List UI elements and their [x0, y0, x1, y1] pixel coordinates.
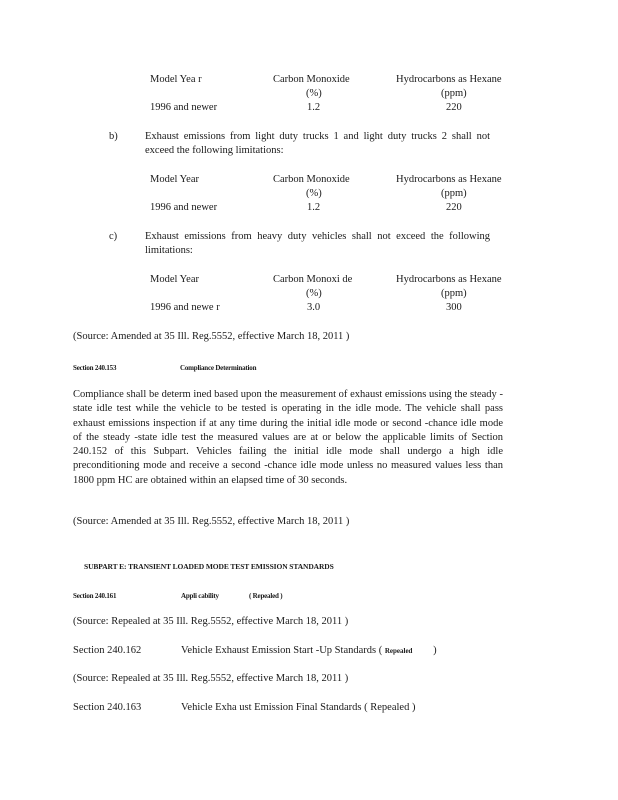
table-b-header-co-unit: (%) [306, 188, 322, 199]
table-c-header-hc-unit: (ppm) [441, 288, 467, 299]
item-c-text: Exhaust emissions from heavy duty vehicles shall not exceed the following limitations: [145, 231, 490, 257]
table-a-hc-value: 220 [446, 102, 462, 113]
section-240-163-title: Vehicle Exha ust Emission Final Standards ( Repealed ) [181, 702, 416, 713]
section-240-162-number: Section 240.162 [73, 645, 142, 656]
table-a-year: 1996 and newer [150, 102, 218, 113]
table-b-header-hc-unit: (ppm) [441, 188, 467, 199]
section-240-153-title: Compliance Determination [180, 364, 257, 372]
source-note-repealed-2: (Source: Repealed at 35 Ill. Reg.5552, effective March 18, 2011 ) [73, 673, 349, 684]
section-240-161-title: Appli cability [181, 592, 219, 600]
subpart-e-heading: SUBPART E: TRANSIENT LOADED MODE TEST EMISSION STANDARDS [84, 562, 334, 571]
table-a-header-model-year: Model Yea r [150, 74, 202, 85]
compliance-paragraph: Compliance shall be determ ined based upon the measurement of exhaust emissions using the steady -state idle test while the vehicle to be tested is operating in the idle mode. The vehicle shall pass exhaust emissions inspection if at any time during the initial idle mode or second -chance idle mode of the steady -state idle test the measured values are at or below the applicable limits of Section 240.152 of this Subpart. Vehicles failing the initial idle mode shall undergo a high idle preconditioning mode and receive a second -chance idle mode unless no measured values less than 1800 ppm HC are obtained within an elapsed time of 30 seconds. [73, 389, 503, 486]
table-b-hc-value: 220 [446, 202, 462, 213]
table-a-header-hydrocarbons: Hydrocarbons as Hexane [396, 74, 502, 85]
table-b-header-carbon-monoxide: Carbon Monoxide [273, 174, 350, 185]
table-a-header-carbon-monoxide: Carbon Monoxide [273, 74, 350, 85]
table-c-header-model-year: Model Year [150, 274, 199, 285]
section-240-153-number: Section 240.153 [73, 364, 117, 372]
source-note-amended-2: (Source: Amended at 35 Ill. Reg.5552, effective March 18, 2011 ) [73, 516, 350, 527]
table-c-hc-value: 300 [446, 302, 462, 313]
item-b-letter: b) [109, 131, 118, 142]
table-a-co-value: 1.2 [307, 102, 321, 113]
table-c-year: 1996 and newe r [150, 302, 220, 313]
section-240-162-status: Repealed [384, 647, 413, 655]
item-b-text: Exhaust emissions from light duty trucks 1 and light duty trucks 2 shall not exceed the following limitations: [145, 131, 490, 157]
table-b-header-model-year: Model Year [150, 174, 199, 185]
section-240-161-status: ( Repealed ) [249, 592, 283, 600]
section-240-162-title [181, 644, 437, 658]
table-c-header-hydrocarbons: Hydrocarbons as Hexane [396, 274, 502, 285]
table-a-header-hc-unit: (ppm) [441, 88, 467, 99]
section-240-163-number: Section 240.163 [73, 702, 142, 713]
table-a-header-co-unit: (%) [306, 88, 322, 99]
source-note-repealed-1: (Source: Repealed at 35 Ill. Reg.5552, effective March 18, 2011 ) [73, 616, 349, 627]
source-note-amended-1: (Source: Amended at 35 Ill. Reg.5552, effective March 18, 2011 ) [73, 331, 350, 342]
section-240-162-close-paren: ) [433, 645, 437, 656]
table-b-header-hydrocarbons: Hydrocarbons as Hexane [396, 174, 502, 185]
table-c-header-carbon-monoxide: Carbon Monoxi de [273, 274, 353, 285]
table-b-year: 1996 and newer [150, 202, 218, 213]
section-240-161-number: Section 240.161 [73, 592, 117, 600]
table-c-header-co-unit: (%) [306, 288, 322, 299]
table-c-co-value: 3.0 [307, 302, 321, 313]
item-c-letter: c) [109, 231, 118, 242]
section-240-162-title-text: Vehicle Exhaust Emission Start -Up Standards ( [181, 645, 383, 656]
table-b-co-value: 1.2 [307, 202, 321, 213]
